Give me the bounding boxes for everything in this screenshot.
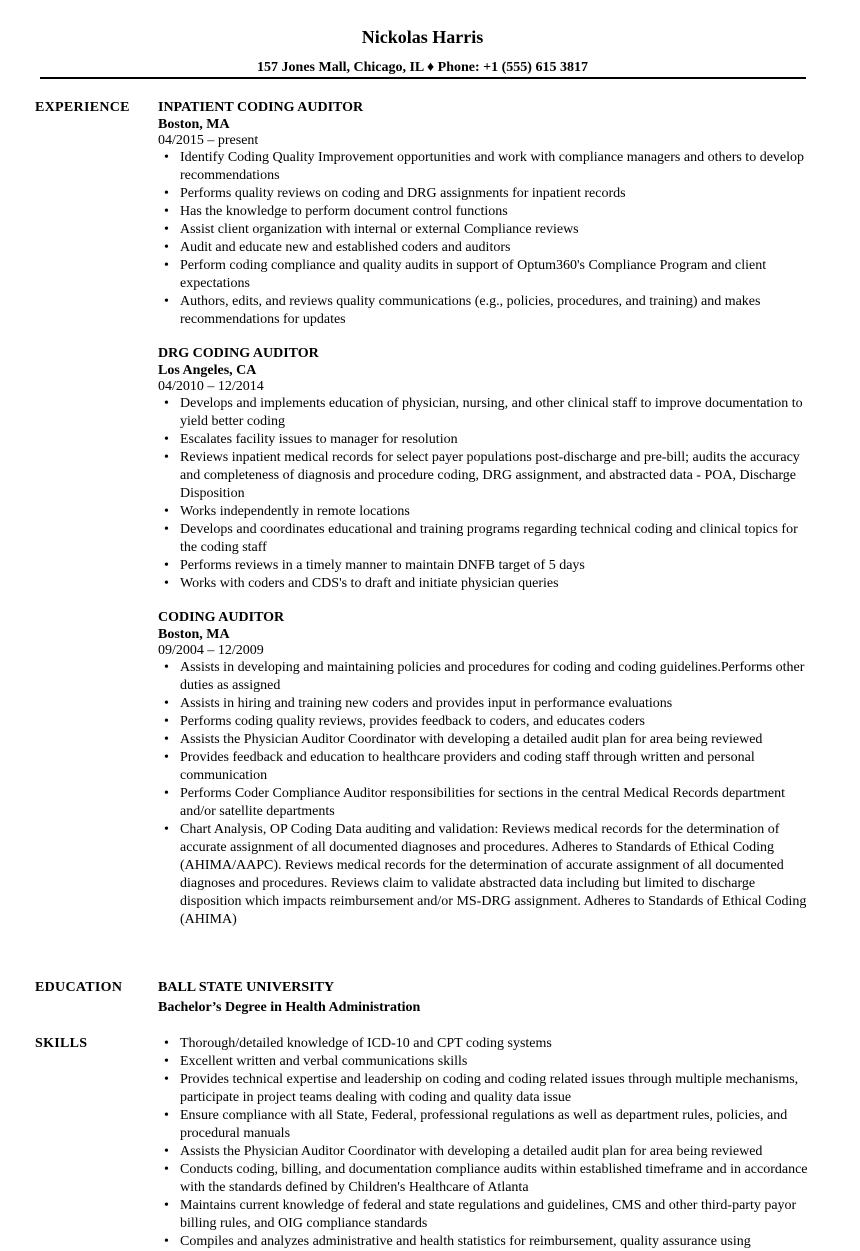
bullet-icon: • [164, 822, 169, 837]
bullet-icon: • [164, 522, 169, 537]
bullet-item: • Identify Coding Quality Improvement opportunities and work with compliance managers and others to develop recommendations [164, 150, 805, 183]
bullet-icon: • [164, 1054, 169, 1069]
bullet-icon: • [164, 576, 169, 591]
bullet-item: • Chart Analysis, OP Coding Data auditing and validation: Reviews medical records for the determination of accurate assignment of all documented diagnoses and procedures. Adheres to Standards of Ethical Coding (AHIMA/AAPC). Reviews medical records for the determination of accurate assignment of all documented diagnoses and procedures. Reviews claim to validate abstracted data including but limited to discharge disposition which impacts reimbursement and/or MS-DRG assignment. Adheres to Standards of Ethical Coding (AHIMA) [164, 822, 807, 927]
bullet-item: • Compiles and analyzes administrative and health statistics for reimbursement, quality assurance using [164, 1234, 751, 1249]
bullet-icon: • [164, 1144, 169, 1159]
bullet-item: • Assists in developing and maintaining policies and procedures for coding and coding guidelines.Performs other duties as assigned [164, 660, 805, 693]
header-divider [40, 77, 806, 79]
job-entry [158, 345, 808, 593]
bullet-icon: • [164, 186, 169, 201]
bullet-item: • Provides feedback and education to healthcare providers and coding staff through written and personal communication [164, 750, 755, 783]
bullet-icon: • [164, 1198, 169, 1213]
job-bullets [158, 395, 808, 593]
section-title-skills: SKILLS [35, 1036, 88, 1051]
bullet-icon: • [164, 204, 169, 219]
job-title: INPATIENT CODING AUDITOR [158, 100, 364, 115]
bullet-item: • Performs reviews in a timely manner to maintain DNFB target of 5 days [164, 558, 585, 573]
job-dates: 09/2004 – 12/2009 [158, 643, 264, 658]
experience-body [158, 99, 808, 945]
bullet-icon: • [164, 1162, 169, 1177]
bullet-item: • Has the knowledge to perform document control functions [164, 204, 508, 219]
bullet-item: • Assists in hiring and training new coders and provides input in performance evaluations [164, 696, 673, 711]
bullet-item: • Perform coding compliance and quality audits in support of Optum360's Compliance Program and client expectations [164, 258, 767, 291]
candidate-name: Nickolas Harris [361, 27, 484, 47]
bullet-item: • Authors, edits, and reviews quality communications (e.g., policies, procedures, and training) and makes recommendations for updates [164, 294, 761, 327]
bullet-item: • Assist client organization with internal or external Compliance reviews [164, 222, 579, 237]
education-body [158, 979, 808, 1017]
bullet-item: • Assists the Physician Auditor Coordinator with developing a detailed audit plan for area being reviewed [164, 732, 763, 747]
bullet-item: • Thorough/detailed knowledge of ICD-10 and CPT coding systems [164, 1036, 552, 1051]
bullet-icon: • [164, 150, 169, 165]
bullet-icon: • [164, 222, 169, 237]
skills-body [158, 1035, 808, 1251]
job-location: Boston, MA [158, 117, 230, 132]
job-bullets [158, 659, 808, 929]
bullet-item: • Assists the Physician Auditor Coordinator with developing a detailed audit plan for area being reviewed [164, 1144, 763, 1159]
job-dates: 04/2010 – 12/2014 [158, 379, 264, 394]
bullet-icon: • [164, 1072, 169, 1087]
job-location: Los Angeles, CA [158, 363, 257, 378]
bullet-item: • Excellent written and verbal communications skills [164, 1054, 468, 1069]
section-title-experience: EXPERIENCE [35, 100, 130, 115]
bullet-icon: • [164, 1234, 169, 1249]
contact-line: 157 Jones Mall, Chicago, IL ♦ Phone: +1 (555) 615 3817 [257, 60, 588, 75]
bullet-item: • Escalates facility issues to manager for resolution [164, 432, 458, 447]
skills-bullets [158, 1035, 808, 1251]
bullet-icon: • [164, 750, 169, 765]
school-name: BALL STATE UNIVERSITY [158, 980, 335, 995]
bullet-item: • Develops and implements education of physician, nursing, and other clinical staff to improve documentation to yield better coding [164, 396, 803, 429]
job-bullets [158, 149, 808, 329]
bullet-icon: • [164, 696, 169, 711]
bullet-item: • Works independently in remote locations [164, 504, 410, 519]
bullet-item: • Performs Coder Compliance Auditor responsibilities for sections in the central Medical Records department and/or satellite departments [164, 786, 785, 819]
bullet-icon: • [164, 1108, 169, 1123]
bullet-item: • Audit and educate new and established coders and auditors [164, 240, 511, 255]
bullet-icon: • [164, 786, 169, 801]
bullet-item: • Provides technical expertise and leadership on coding and coding related issues through multiple mechanisms, participate in project teams dealing with coding and quality data issue [164, 1072, 799, 1105]
bullet-icon: • [164, 1036, 169, 1051]
bullet-item: • Maintains current knowledge of federal and state regulations and guidelines, CMS and other third-party payor billing rules, and OIG compliance standards [164, 1198, 797, 1231]
bullet-icon: • [164, 504, 169, 519]
bullet-icon: • [164, 732, 169, 747]
bullet-item: • Performs coding quality reviews, provides feedback to coders, and educates coders [164, 714, 645, 729]
bullet-item: • Performs quality reviews on coding and DRG assignments for inpatient records [164, 186, 626, 201]
job-entry [158, 99, 808, 329]
bullet-icon: • [164, 558, 169, 573]
bullet-icon: • [164, 294, 169, 309]
job-location: Boston, MA [158, 627, 230, 642]
job-dates: 04/2015 – present [158, 133, 259, 148]
bullet-icon: • [164, 714, 169, 729]
degree: Bachelor’s Degree in Health Administration [158, 1000, 421, 1015]
bullet-item: • Works with coders and CDS's to draft and initiate physician queries [164, 576, 559, 591]
bullet-item: • Reviews inpatient medical records for select payer populations post-discharge and pre-bill; audits the accuracy and completeness of diagnosis and procedure coding, DRG assignment, and abstracted data - POA, Discharge Disposition [164, 450, 800, 501]
bullet-item: • Develops and coordinates educational and training programs regarding technical coding and clinical topics for the coding staff [164, 522, 798, 555]
job-title: DRG CODING AUDITOR [158, 346, 319, 361]
job-entry [158, 609, 808, 929]
bullet-item: • Conducts coding, billing, and documentation compliance audits within established timeframe and in accordance with the standards defined by Children's Healthcare of Atlanta [164, 1162, 808, 1195]
bullet-icon: • [164, 396, 169, 411]
job-title: CODING AUDITOR [158, 610, 285, 625]
bullet-icon: • [164, 450, 169, 465]
bullet-icon: • [164, 660, 169, 675]
bullet-icon: • [164, 240, 169, 255]
bullet-icon: • [164, 432, 169, 447]
bullet-item: • Ensure compliance with all State, Federal, professional regulations as well as department rules, policies, and procedural manuals [164, 1108, 788, 1141]
bullet-icon: • [164, 258, 169, 273]
section-title-education: EDUCATION [35, 980, 123, 995]
